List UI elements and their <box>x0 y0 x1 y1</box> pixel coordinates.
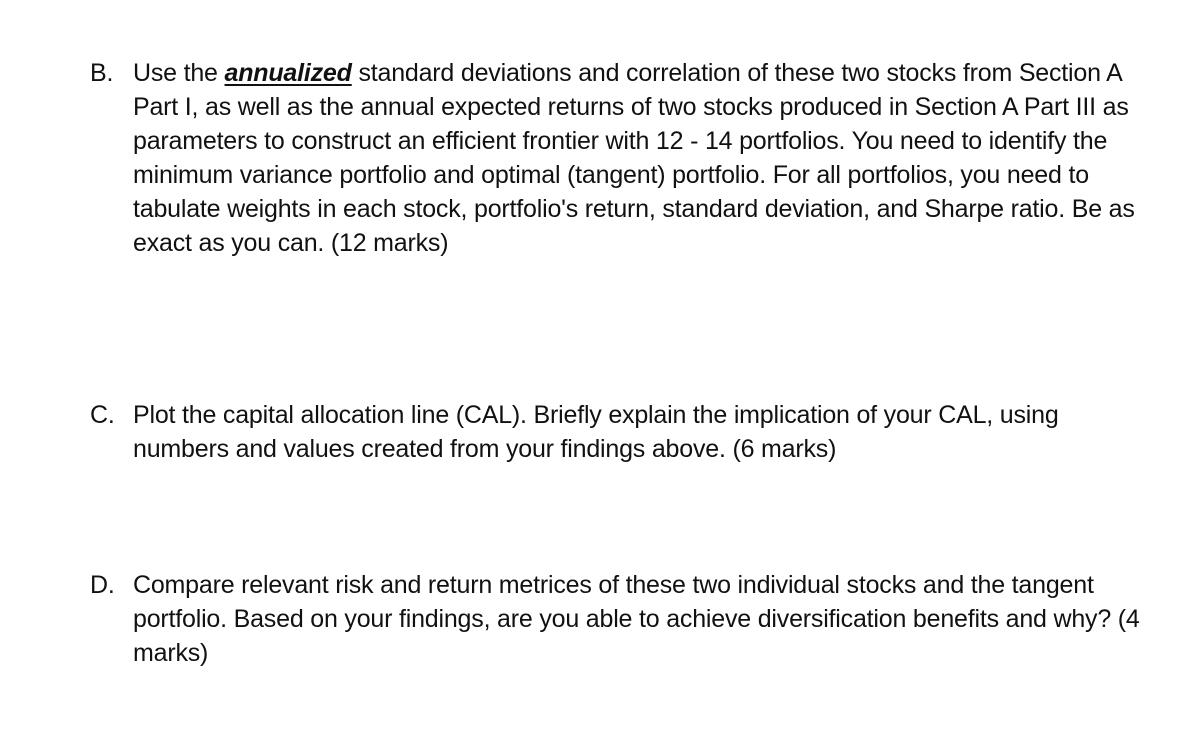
question-d-letter: D. <box>90 571 115 599</box>
question-c-text: Plot the capital allocation line (CAL). Briefly explain the implication of your CAL, using numbers and values created from your findings above. (6 marks) <box>133 401 1059 463</box>
question-c <box>90 398 1150 466</box>
question-d-text: Compare relevant risk and return metrices of these two individual stocks and the tangent portfolio. Based on your findings, are you able to achieve diversification benefits and why? (4 marks) <box>133 571 1140 667</box>
question-b <box>90 56 1150 260</box>
question-c-letter: C. <box>90 401 115 429</box>
question-b-text-post: standard deviations and correlation of these two stocks from Section A Part I, as well as the annual expected returns of two stocks produced in Section A Part III as parameters to construct an efficient frontier with 12 - 14 portfolios. You need to identify the minimum variance portfolio and optimal (tangent) portfolio. For all portfolios, you need to tabulate weights in each stock, portfolio's return, standard deviation, and Sharpe ratio. Be as exact as you can. (12 marks) <box>133 59 1135 257</box>
question-b-letter: B. <box>90 59 114 87</box>
question-b-text-pre: Use the <box>133 59 225 87</box>
question-d <box>90 568 1150 670</box>
question-b-emphasis: annualized <box>224 59 352 87</box>
question-b-text <box>133 56 1150 260</box>
